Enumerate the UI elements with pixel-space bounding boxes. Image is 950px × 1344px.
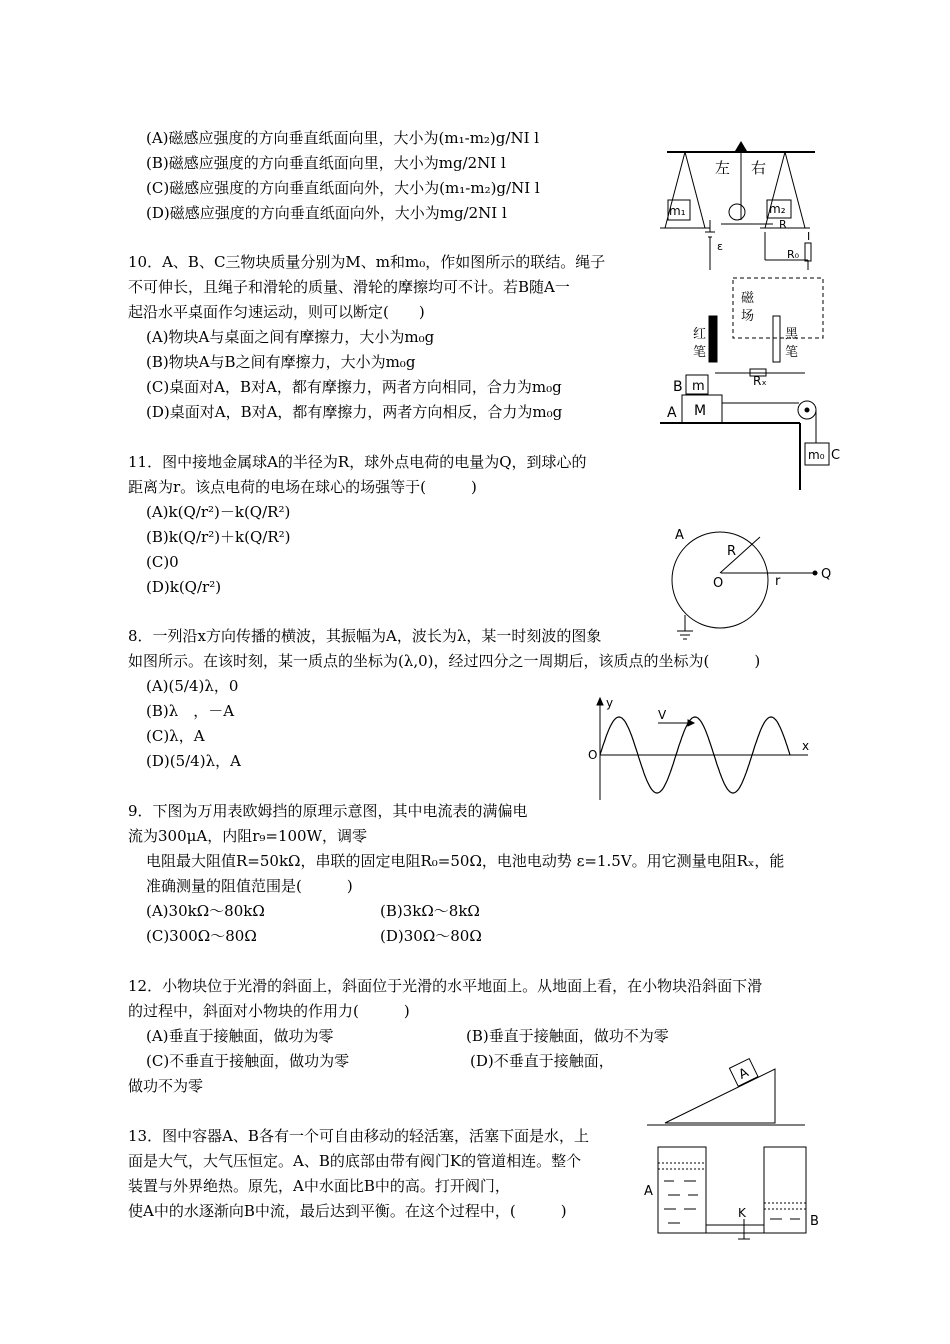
q8-option-a: (A)(5/4)λ，0 xyxy=(146,677,239,695)
q12-option-d: (D)不垂直于接触面， xyxy=(470,1052,614,1070)
q11-stem-1: 11．图中接地金属球A的半径为R，球外点电荷的电量为Q，到球心的 xyxy=(128,453,587,471)
incline-figure xyxy=(645,1055,810,1135)
q12-option-b: (B)垂直于接触面，做功不为零 xyxy=(466,1027,669,1045)
resistor-r-label: R xyxy=(779,218,787,231)
q10-stem-1: 10．A、B、C三物块质量分别为M、m和m₀，作如图所示的联结。绳子 xyxy=(128,253,606,271)
resistor-rx-label: Rₓ xyxy=(753,374,767,388)
q11-stem-2: 距离为r。该点电荷的电场在球心的场强等于( ) xyxy=(128,478,477,496)
balance-right-label: 右 xyxy=(751,159,767,177)
q11-option-d: (D)k(Q/r²) xyxy=(146,578,222,596)
sphere-a-label: A xyxy=(675,528,684,543)
wave-velocity-label: V xyxy=(658,708,667,722)
q9-option-a: (A)30kΩ～80kΩ xyxy=(146,902,265,920)
block-c-label: C xyxy=(831,448,841,463)
mass-m2-label: m₂ xyxy=(769,202,786,216)
tank-a-label: A xyxy=(644,1184,653,1199)
q10-stem-3: 起沿水平桌面作匀速运动，则可以断定( ) xyxy=(128,303,425,321)
q9-option-b: (B)3kΩ～8kΩ xyxy=(380,902,480,920)
wave-y-axis-label: y xyxy=(606,696,614,710)
distance-r-label: r xyxy=(775,574,781,589)
q12-option-a: (A)垂直于接触面，做功为零 xyxy=(146,1027,334,1045)
q10-option-b: (B)物块A与B之间有摩擦力，大小为m₀g xyxy=(146,353,416,371)
q9-option-c: (C)300Ω～80Ω xyxy=(146,927,257,945)
mass-m1-label: m₁ xyxy=(669,204,686,218)
q8-stem-1: 8．一列沿x方向传播的横波，其振幅为A，波长为λ，某一时刻波的图象 xyxy=(128,627,602,645)
q11-option-c: (C)0 xyxy=(146,553,179,571)
black-probe-label-1: 黑 xyxy=(785,327,799,342)
wave-figure xyxy=(588,695,813,805)
balance-left-label: 左 xyxy=(715,159,731,177)
q13-stem-2: 面是大气，大气压恒定。A、B的底部由带有阀门K的管道相连。整个 xyxy=(128,1152,582,1170)
block-b-label: B xyxy=(673,379,683,395)
magnet-ci-label: 磁 xyxy=(741,291,755,306)
q10-option-a: (A)物块A与桌面之间有摩擦力，大小为m₀g xyxy=(146,328,435,346)
balance-circuit-figure xyxy=(655,140,830,370)
q-prev-option-d: (D)磁感应强度的方向垂直纸面向外，大小为mg/2NI l xyxy=(146,204,507,222)
q12-stem-2: 的过程中，斜面对小物块的作用力( ) xyxy=(128,1002,410,1020)
current-i-label: I xyxy=(807,230,811,243)
charge-q-label: Q xyxy=(821,567,832,582)
black-probe-label-2: 笔 xyxy=(785,345,799,360)
q-prev-option-b: (B)磁感应强度的方向垂直纸面向里，大小为mg/2NI l xyxy=(146,154,506,172)
q8-stem-2: 如图所示。在该时刻，某一质点的坐标为(λ,0)，经过四分之一周期后，该质点的坐标为( ) xyxy=(128,652,761,670)
incline-block-label: A xyxy=(736,1065,752,1083)
q8-option-d: (D)(5/4)λ，A xyxy=(146,752,241,770)
q11-option-a: (A)k(Q/r²)－k(Q/R²) xyxy=(146,503,291,521)
q-prev-option-a: (A)磁感应强度的方向垂直纸面向里，大小为(m₁-m₂)g/NI l xyxy=(146,129,540,147)
q-prev-option-c: (C)磁感应强度的方向垂直纸面向外，大小为(m₁-m₂)g/NI l xyxy=(146,179,540,197)
block-big-m-label: M xyxy=(694,403,707,419)
grounded-sphere-figure xyxy=(665,525,840,645)
q13-stem-1: 13．图中容器A、B各有一个可自由移动的轻活塞，活塞下面是水，上 xyxy=(128,1127,589,1145)
q8-option-b: (B)λ ，－A xyxy=(146,702,235,720)
q9-stem-3: 电阻最大阻值R=50kΩ，串联的固定电阻R₀=50Ω，电池电动势 ε=1.5V。用它测量电阻Rₓ，能 xyxy=(146,852,785,870)
q12-option-d-cont: 做功不为零 xyxy=(128,1077,204,1095)
block-a-label: A xyxy=(667,405,677,421)
q10-option-c: (C)桌面对A，B对A，都有摩擦力，两者方向相同，合力为m₀g xyxy=(146,378,562,396)
q13-stem-4: 使A中的水逐渐向B中流，最后达到平衡。在这个过程中，( ) xyxy=(128,1202,567,1220)
sphere-center-label: O xyxy=(713,576,724,591)
emf-label: ε xyxy=(717,240,723,253)
red-probe-label-2: 笔 xyxy=(693,345,707,360)
magnet-field-label: 场 xyxy=(741,309,755,324)
wave-x-axis-label: x xyxy=(802,739,810,753)
resistor-r0-label: R₀ xyxy=(787,248,800,261)
red-probe-label-1: 红 xyxy=(693,327,707,342)
block-m0-label: m₀ xyxy=(808,448,825,462)
q9-stem-4: 准确测量的阻值范围是( ) xyxy=(146,877,353,895)
block-m-label: m xyxy=(692,379,705,394)
q13-stem-3: 装置与外界绝热。原先，A中水面比B中的高。打开阀门， xyxy=(128,1177,510,1195)
q9-option-d: (D)30Ω～80Ω xyxy=(380,927,482,945)
tanks-figure xyxy=(640,1145,825,1245)
q10-option-d: (D)桌面对A，B对A，都有摩擦力，两者方向相反，合力为m₀g xyxy=(146,403,563,421)
q12-option-c: (C)不垂直于接触面，做功为零 xyxy=(146,1052,350,1070)
q9-stem-1: 9．下图为万用表欧姆挡的原理示意图，其中电流表的满偏电 xyxy=(128,802,528,820)
q12-stem-1: 12．小物块位于光滑的斜面上，斜面位于光滑的水平地面上。从地面上看，在小物块沿斜面下滑 xyxy=(128,977,763,995)
valve-k-label: K xyxy=(738,1206,746,1220)
blocks-pulley-figure xyxy=(655,365,845,490)
q9-stem-2: 流为300μA，内阻r₉=100W，调零 xyxy=(128,827,368,845)
q8-option-c: (C)λ，A xyxy=(146,727,205,745)
wave-origin-label: O xyxy=(588,748,598,762)
q11-option-b: (B)k(Q/r²)＋k(Q/R²) xyxy=(146,528,291,546)
tank-b-label: B xyxy=(810,1214,819,1229)
q10-stem-2: 不可伸长，且绳子和滑轮的质量、滑轮的摩擦均可不计。若B随A一 xyxy=(128,278,570,296)
sphere-radius-label: R xyxy=(727,544,737,559)
